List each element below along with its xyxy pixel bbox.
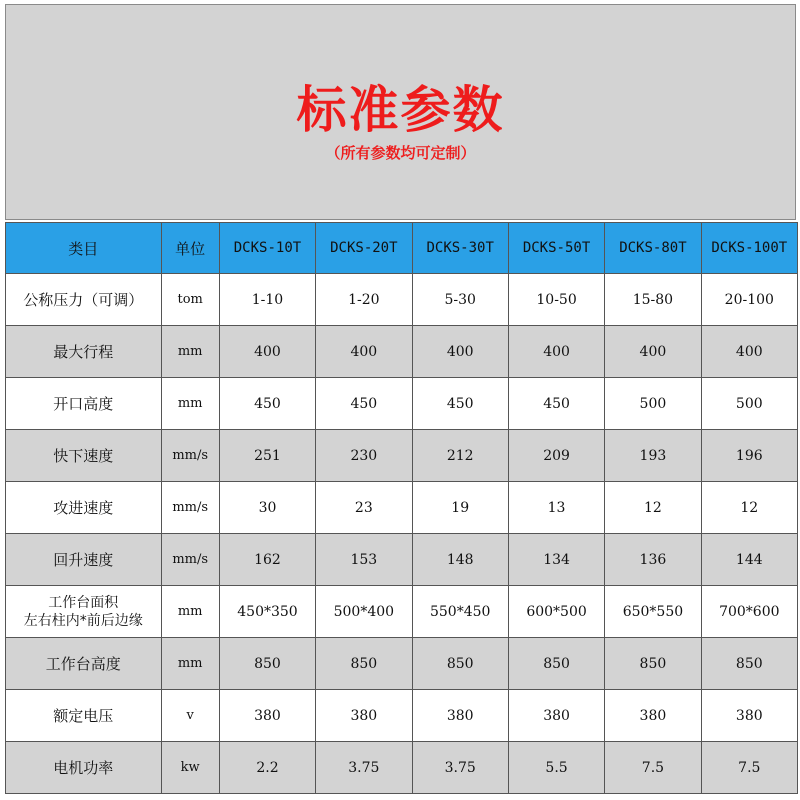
table-row (6, 430, 798, 482)
table-cell: 30 (219, 482, 315, 534)
row-label: 额定电压 (6, 690, 162, 742)
row-label: 工作台高度 (6, 638, 162, 690)
table-cell: 1-20 (316, 274, 412, 326)
row-unit: mm/s (161, 430, 219, 482)
page-title: 标准参数 (296, 81, 505, 139)
table-cell: 400 (316, 326, 412, 378)
title-banner (5, 4, 796, 220)
header-unit: 单位 (161, 223, 219, 274)
table-cell: 5-30 (412, 274, 508, 326)
row-label-line2: 左右柱内*前后边缘 (23, 612, 143, 629)
table-cell: 196 (701, 430, 797, 482)
table-cell: 153 (316, 534, 412, 586)
table-cell: 209 (508, 430, 604, 482)
table-cell: 380 (316, 690, 412, 742)
spec-table (5, 222, 798, 794)
table-cell: 19 (412, 482, 508, 534)
table-cell: 450 (508, 378, 604, 430)
table-cell: 380 (605, 690, 701, 742)
row-unit: mm (161, 586, 219, 638)
header-model: DCKS-50T (508, 223, 604, 274)
table-cell: 450*350 (219, 586, 315, 638)
table-cell: 380 (508, 690, 604, 742)
header-model: DCKS-100T (701, 223, 797, 274)
row-unit: mm (161, 638, 219, 690)
table-cell: 5.5 (508, 742, 604, 794)
table-cell: 3.75 (316, 742, 412, 794)
table-cell: 850 (508, 638, 604, 690)
row-label: 快下速度 (6, 430, 162, 482)
table-row (6, 586, 798, 638)
header-model: DCKS-20T (316, 223, 412, 274)
table-cell: 380 (219, 690, 315, 742)
header-model: DCKS-10T (219, 223, 315, 274)
table-cell: 850 (605, 638, 701, 690)
table-cell: 15-80 (605, 274, 701, 326)
table-cell: 850 (316, 638, 412, 690)
table-cell: 400 (219, 326, 315, 378)
header-model: DCKS-80T (605, 223, 701, 274)
row-unit: kw (161, 742, 219, 794)
table-cell: 1-10 (219, 274, 315, 326)
table-cell: 850 (701, 638, 797, 690)
table-cell: 450 (412, 378, 508, 430)
table-cell: 400 (701, 326, 797, 378)
row-label: 公称压力（可调） (6, 274, 162, 326)
row-label: 攻进速度 (6, 482, 162, 534)
row-unit: mm (161, 326, 219, 378)
row-label-line1: 工作台面积 (48, 594, 119, 611)
table-cell: 400 (605, 326, 701, 378)
table-cell: 7.5 (605, 742, 701, 794)
row-unit: v (161, 690, 219, 742)
header-category: 类目 (6, 223, 162, 274)
table-cell: 212 (412, 430, 508, 482)
table-cell: 148 (412, 534, 508, 586)
table-row (6, 638, 798, 690)
table-cell: 20-100 (701, 274, 797, 326)
table-cell: 650*550 (605, 586, 701, 638)
header-row (6, 223, 798, 274)
table-cell: 700*600 (701, 586, 797, 638)
table-row (6, 534, 798, 586)
table-cell: 400 (508, 326, 604, 378)
table-cell: 7.5 (701, 742, 797, 794)
table-cell: 12 (605, 482, 701, 534)
table-cell: 550*450 (412, 586, 508, 638)
table-cell: 500 (701, 378, 797, 430)
table-cell: 23 (316, 482, 412, 534)
row-label: 开口高度 (6, 378, 162, 430)
table-row (6, 482, 798, 534)
row-label (6, 586, 162, 638)
table-row (6, 326, 798, 378)
table-cell: 162 (219, 534, 315, 586)
table-cell: 12 (701, 482, 797, 534)
header-model: DCKS-30T (412, 223, 508, 274)
row-unit: mm (161, 378, 219, 430)
table-cell: 2.2 (219, 742, 315, 794)
table-cell: 500*400 (316, 586, 412, 638)
table-cell: 134 (508, 534, 604, 586)
table-cell: 144 (701, 534, 797, 586)
row-label: 电机功率 (6, 742, 162, 794)
table-row (6, 274, 798, 326)
table-cell: 380 (701, 690, 797, 742)
row-unit: mm/s (161, 534, 219, 586)
table-cell: 251 (219, 430, 315, 482)
table-cell: 193 (605, 430, 701, 482)
row-unit: mm/s (161, 482, 219, 534)
table-cell: 850 (412, 638, 508, 690)
table-row (6, 378, 798, 430)
table-row (6, 742, 798, 794)
table-cell: 380 (412, 690, 508, 742)
row-label: 最大行程 (6, 326, 162, 378)
table-cell: 850 (219, 638, 315, 690)
page-subtitle: （所有参数均可定制） (325, 144, 476, 162)
table-row (6, 690, 798, 742)
table-cell: 136 (605, 534, 701, 586)
table-cell: 400 (412, 326, 508, 378)
table-cell: 3.75 (412, 742, 508, 794)
table-cell: 13 (508, 482, 604, 534)
table-cell: 500 (605, 378, 701, 430)
table-cell: 450 (316, 378, 412, 430)
row-unit: tom (161, 274, 219, 326)
table-cell: 600*500 (508, 586, 604, 638)
table-cell: 450 (219, 378, 315, 430)
row-label: 回升速度 (6, 534, 162, 586)
table-cell: 230 (316, 430, 412, 482)
table-cell: 10-50 (508, 274, 604, 326)
